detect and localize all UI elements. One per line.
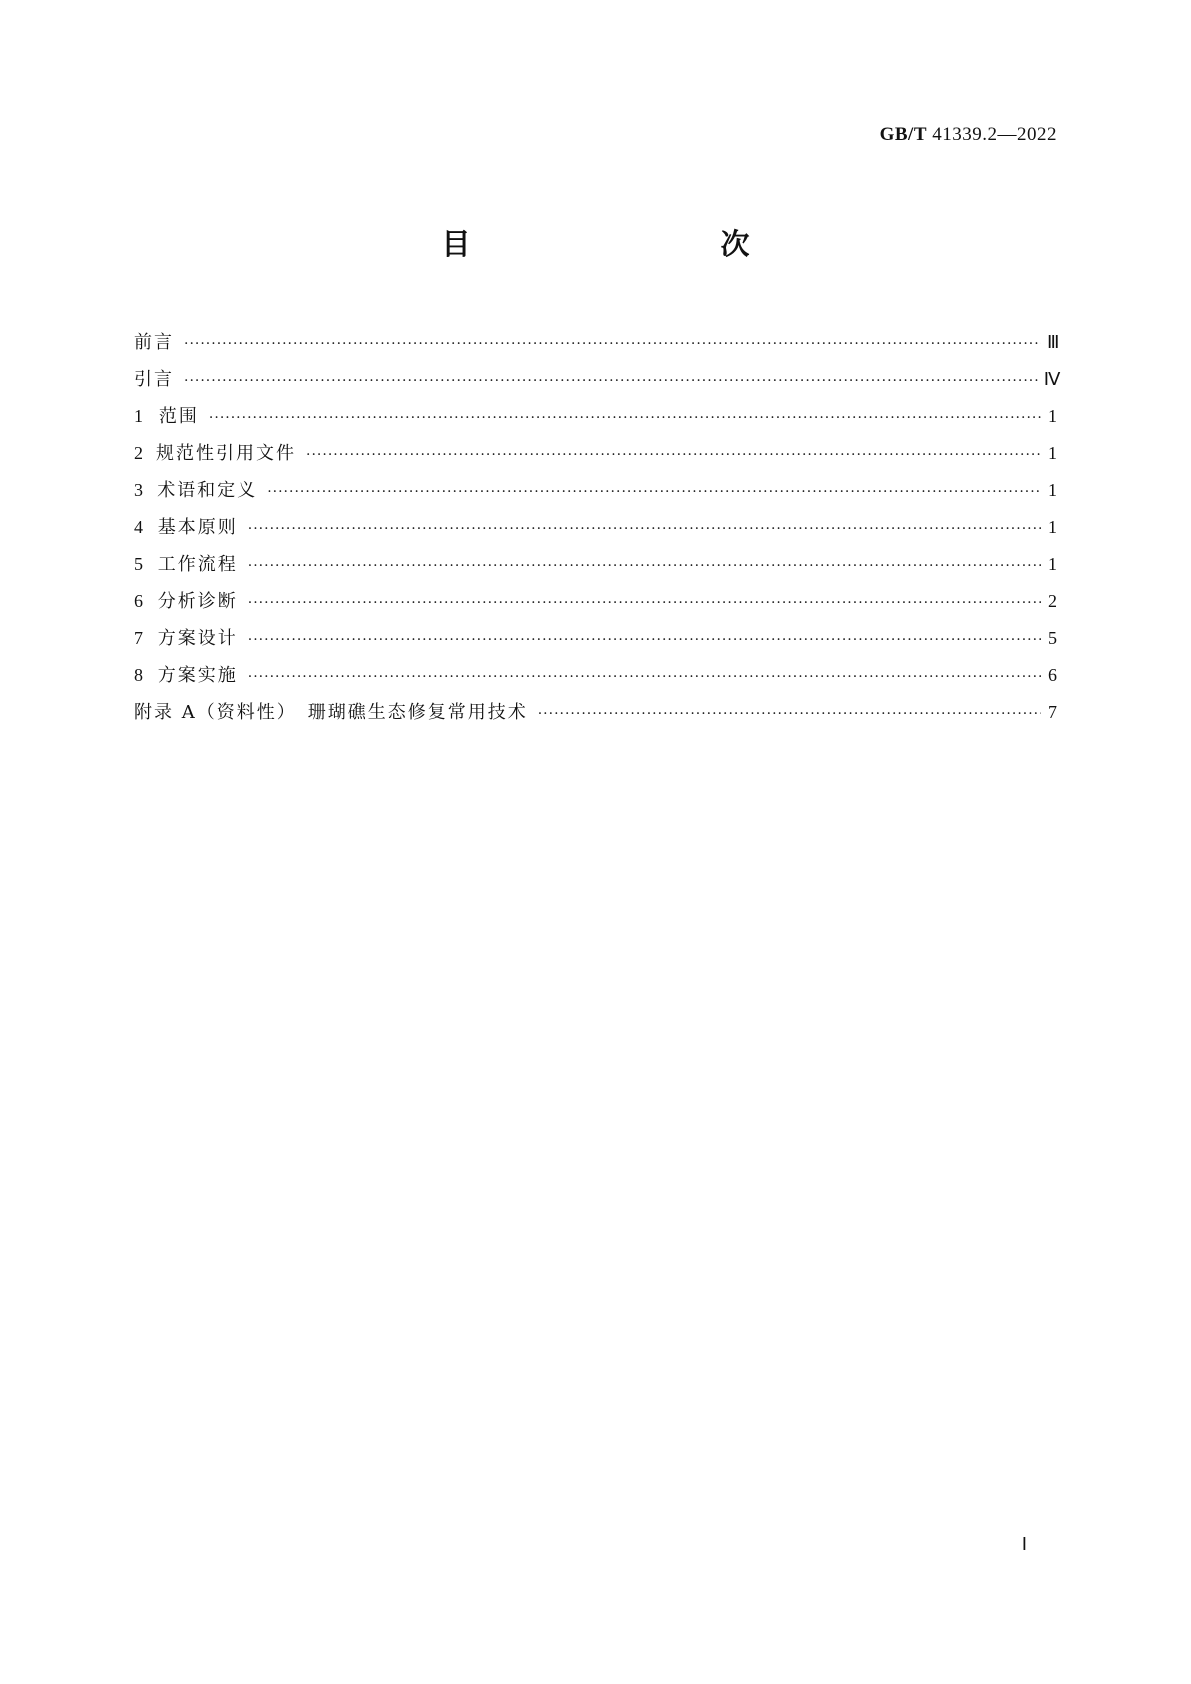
toc-entry-page: Ⅲ bbox=[1047, 332, 1060, 352]
toc-entry-number: 6 bbox=[134, 591, 143, 611]
toc-entry-page: 7 bbox=[1048, 702, 1057, 722]
toc-entry-page: 1 bbox=[1048, 480, 1057, 500]
toc-entry-scheme-design[interactable] bbox=[134, 620, 1057, 657]
toc-entry-number: 5 bbox=[134, 554, 143, 574]
toc-dot-leader bbox=[248, 548, 1041, 585]
toc-entry-page: 1 bbox=[1048, 406, 1057, 426]
toc-entry-number: 1 bbox=[134, 406, 143, 426]
toc-entry-page: Ⅳ bbox=[1043, 369, 1061, 389]
toc-entry-number: 3 bbox=[134, 480, 143, 500]
toc-entry-number: 7 bbox=[134, 628, 143, 648]
toc-entry-page: 1 bbox=[1048, 554, 1057, 574]
toc-entry-label: 方案实施 bbox=[157, 665, 238, 686]
toc-entry-label: 规范性引用文件 bbox=[156, 443, 297, 464]
standard-number: 41339.2—2022 bbox=[932, 124, 1057, 145]
toc-entry-page: 1 bbox=[1048, 517, 1057, 537]
toc-dot-leader bbox=[248, 585, 1041, 622]
toc-dot-leader bbox=[248, 511, 1041, 548]
toc-entry-scope[interactable] bbox=[134, 398, 1057, 435]
toc-entry-label: 基本原则 bbox=[157, 517, 238, 538]
toc-entry-number: 8 bbox=[134, 665, 143, 685]
toc-entry-workflow[interactable] bbox=[134, 546, 1057, 583]
toc-dot-leader bbox=[248, 622, 1041, 659]
standard-code bbox=[880, 124, 1057, 146]
toc-entry-label: 方案设计 bbox=[157, 628, 238, 649]
toc-entry-foreword[interactable] bbox=[134, 324, 1060, 361]
toc-dot-leader bbox=[306, 437, 1041, 474]
toc-dot-leader bbox=[184, 326, 1041, 363]
toc-entry-terms-definitions[interactable] bbox=[134, 472, 1057, 509]
toc-entry-basic-principles[interactable] bbox=[134, 509, 1057, 546]
toc-entry-page: 1 bbox=[1048, 443, 1057, 463]
toc-entry-label: 附录 A（资料性） 珊瑚礁生态修复常用技术 bbox=[134, 702, 528, 723]
standard-prefix: GB/T bbox=[879, 124, 927, 145]
toc-entry-page: 2 bbox=[1048, 591, 1057, 611]
toc-entry-normative-references[interactable] bbox=[134, 435, 1057, 472]
toc-dot-leader bbox=[209, 400, 1041, 437]
toc-entry-page: 5 bbox=[1048, 628, 1057, 648]
toc-entry-number: 2 bbox=[134, 443, 143, 463]
toc-entry-number: 4 bbox=[134, 517, 143, 537]
toc-entry-scheme-implementation[interactable] bbox=[134, 657, 1057, 694]
toc-dot-leader bbox=[267, 474, 1041, 511]
toc-entry-label: 范围 bbox=[158, 406, 199, 427]
toc-entry-label: 分析诊断 bbox=[157, 591, 238, 612]
toc-entry-label: 术语和定义 bbox=[157, 480, 258, 501]
toc-dot-leader bbox=[538, 696, 1041, 733]
toc-dot-leader bbox=[184, 363, 1038, 400]
toc-dot-leader bbox=[248, 659, 1041, 696]
page-title: 目 次 bbox=[441, 227, 814, 261]
toc-entry-label: 前言 bbox=[134, 332, 174, 353]
page-number: Ⅰ bbox=[1021, 1534, 1027, 1554]
toc-entry-label: 工作流程 bbox=[157, 554, 238, 575]
toc-entry-page: 6 bbox=[1048, 665, 1057, 685]
toc-entry-analysis-diagnosis[interactable] bbox=[134, 583, 1057, 620]
toc-entry-introduction[interactable] bbox=[134, 361, 1061, 398]
toc-entry-appendix-a[interactable] bbox=[134, 694, 1057, 731]
toc-entry-label: 引言 bbox=[134, 369, 174, 390]
table-of-contents bbox=[134, 324, 1061, 731]
